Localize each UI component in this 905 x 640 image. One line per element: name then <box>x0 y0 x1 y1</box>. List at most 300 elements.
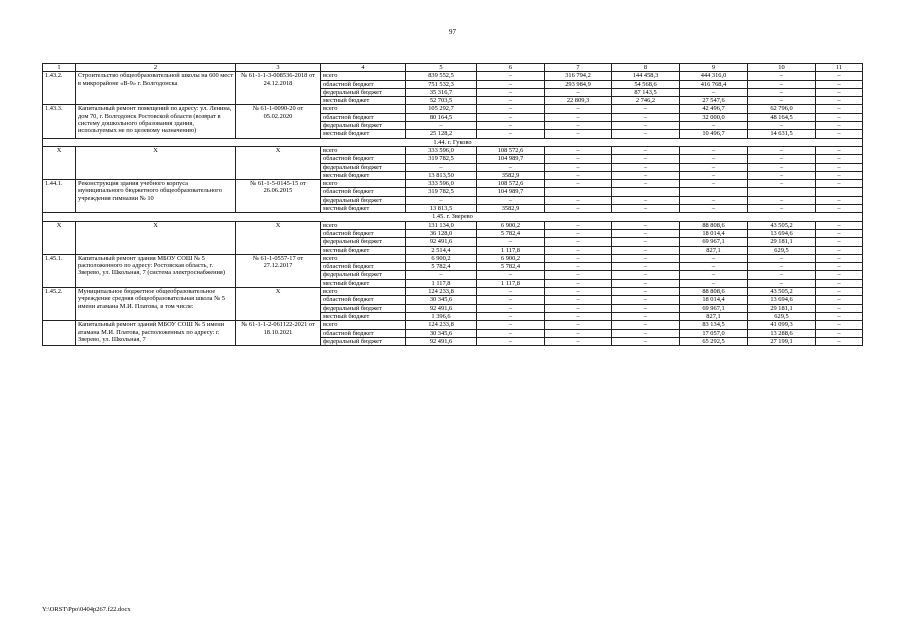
amount-cell: – <box>816 171 863 179</box>
amount-cell: – <box>816 279 863 287</box>
amount-cell: – <box>477 122 545 130</box>
amount-cell: – <box>477 288 545 296</box>
financing-table <box>42 63 863 346</box>
table-row <box>43 72 863 80</box>
amount-cell: – <box>612 205 680 213</box>
amount-cell: 87 143,5 <box>612 88 680 96</box>
amount-cell: – <box>477 72 545 80</box>
funding-source-cell: областной бюджет <box>321 155 406 163</box>
amount-cell: – <box>612 296 680 304</box>
amount-cell: – <box>545 229 612 237</box>
amount-cell: 5 782,4 <box>477 263 545 271</box>
amount-cell <box>680 188 748 196</box>
registration-cell: № 61-1-1-3-008536-2018 от 24.12.2018 <box>236 72 321 105</box>
column-number-cell: 8 <box>612 64 680 72</box>
amount-cell: – <box>816 72 863 80</box>
amount-cell: – <box>816 288 863 296</box>
amount-cell: 5 782,4 <box>477 229 545 237</box>
amount-cell: 1 396,6 <box>406 312 477 320</box>
amount-cell: 92 491,6 <box>406 304 477 312</box>
amount-cell: – <box>816 97 863 105</box>
column-number-cell: 1 <box>43 64 76 72</box>
object-name-cell: Реконструкция здания учебного корпуса муниципального бюджетного общеобразовательного учреждения гимназии № 10 <box>76 180 236 213</box>
amount-cell: – <box>612 288 680 296</box>
column-number-cell: 2 <box>76 64 236 72</box>
item-number-cell: 1.45.2. <box>43 288 76 321</box>
amount-cell: – <box>612 171 680 179</box>
amount-cell: – <box>816 296 863 304</box>
amount-cell: – <box>748 279 816 287</box>
amount-cell: – <box>612 321 680 329</box>
amount-cell: – <box>816 105 863 113</box>
amount-cell: 41 099,3 <box>748 321 816 329</box>
amount-cell: – <box>477 80 545 88</box>
amount-cell: 293 984,9 <box>545 80 612 88</box>
funding-source-cell: всего <box>321 105 406 113</box>
amount-cell: 629,5 <box>748 246 816 254</box>
amount-cell: – <box>816 130 863 138</box>
object-name-cell: Х <box>76 146 236 179</box>
funding-source-cell: федеральный бюджет <box>321 238 406 246</box>
amount-cell: 88 808,6 <box>680 288 748 296</box>
amount-cell: – <box>612 229 680 237</box>
section-row <box>43 138 863 146</box>
amount-cell: – <box>748 72 816 80</box>
amount-cell: – <box>816 180 863 188</box>
amount-cell: 48 164,5 <box>748 113 816 121</box>
funding-source-cell: областной бюджет <box>321 229 406 237</box>
amount-cell: – <box>477 329 545 337</box>
amount-cell: – <box>816 337 863 345</box>
amount-cell: – <box>748 171 816 179</box>
amount-cell: 32 000,0 <box>680 113 748 121</box>
table-row <box>43 288 863 296</box>
amount-cell: – <box>680 155 748 163</box>
amount-cell: – <box>406 271 477 279</box>
amount-cell: – <box>612 113 680 121</box>
amount-cell: 124 233,8 <box>406 321 477 329</box>
amount-cell: 35 316,7 <box>406 88 477 96</box>
amount-cell: – <box>545 246 612 254</box>
amount-cell: – <box>612 337 680 345</box>
amount-cell: 416 768,4 <box>680 80 748 88</box>
amount-cell: – <box>545 221 612 229</box>
funding-source-cell: местный бюджет <box>321 312 406 320</box>
amount-cell: 22 809,3 <box>545 97 612 105</box>
amount-cell: 69 967,1 <box>680 238 748 246</box>
funding-source-cell: всего <box>321 221 406 229</box>
amount-cell: – <box>748 97 816 105</box>
amount-cell: – <box>545 238 612 246</box>
table-body <box>43 64 863 346</box>
funding-source-cell: всего <box>321 321 406 329</box>
amount-cell: – <box>748 80 816 88</box>
registration-cell: № 61-1-0557-17 от 27.12.2017 <box>236 254 321 287</box>
amount-cell: 30 345,6 <box>406 296 477 304</box>
amount-cell: – <box>748 146 816 154</box>
amount-cell: 42 496,7 <box>680 105 748 113</box>
amount-cell: 10 496,7 <box>680 130 748 138</box>
amount-cell: – <box>406 122 477 130</box>
amount-cell: – <box>545 105 612 113</box>
amount-cell: 131 134,0 <box>406 221 477 229</box>
amount-cell: 629,5 <box>748 312 816 320</box>
funding-source-cell: всего <box>321 288 406 296</box>
amount-cell: – <box>612 146 680 154</box>
section-title: 1.45. г. Зверево <box>43 213 863 221</box>
amount-cell: – <box>612 180 680 188</box>
registration-cell: Х <box>236 146 321 179</box>
amount-cell: 108 572,6 <box>477 180 545 188</box>
funding-source-cell: всего <box>321 146 406 154</box>
amount-cell: 1 117,8 <box>477 279 545 287</box>
amount-cell: – <box>748 155 816 163</box>
amount-cell: 27 199,1 <box>748 337 816 345</box>
funding-source-cell: местный бюджет <box>321 246 406 254</box>
amount-cell: – <box>680 146 748 154</box>
item-number-cell: 1.45.1. <box>43 254 76 287</box>
item-number-cell <box>43 321 76 346</box>
funding-source-cell: федеральный бюджет <box>321 163 406 171</box>
amount-cell: – <box>406 163 477 171</box>
column-number-cell: 6 <box>477 64 545 72</box>
amount-cell: – <box>612 263 680 271</box>
amount-cell <box>748 188 816 196</box>
amount-cell: 43 505,2 <box>748 221 816 229</box>
funding-source-cell: областной бюджет <box>321 263 406 271</box>
amount-cell: 104 989,7 <box>477 155 545 163</box>
amount-cell <box>816 188 863 196</box>
amount-cell: – <box>748 263 816 271</box>
amount-cell: – <box>545 171 612 179</box>
amount-cell: – <box>680 263 748 271</box>
amount-cell: – <box>612 271 680 279</box>
amount-cell: – <box>680 279 748 287</box>
amount-cell: 751 532,3 <box>406 80 477 88</box>
amount-cell: – <box>816 246 863 254</box>
funding-source-cell: федеральный бюджет <box>321 88 406 96</box>
object-name-cell: Капитальный ремонт зданий МБОУ СОШ № 5 имени атамана М.И. Платова, расположенных по адресу: г. Зверево, ул. Школьная, 7 <box>76 321 236 346</box>
amount-cell: – <box>680 205 748 213</box>
column-number-cell: 11 <box>816 64 863 72</box>
table-row <box>43 221 863 229</box>
amount-cell: – <box>477 312 545 320</box>
amount-cell: – <box>612 304 680 312</box>
amount-cell: 104 989,7 <box>477 188 545 196</box>
funding-source-cell: федеральный бюджет <box>321 196 406 204</box>
amount-cell: 18 014,4 <box>680 229 748 237</box>
amount-cell: 13 813,50 <box>406 171 477 179</box>
amount-cell: – <box>545 304 612 312</box>
amount-cell: – <box>612 122 680 130</box>
amount-cell: – <box>545 196 612 204</box>
amount-cell: – <box>545 180 612 188</box>
item-number-cell: 1.43.3. <box>43 105 76 138</box>
item-number-cell: Х <box>43 221 76 254</box>
table-row <box>43 146 863 154</box>
item-number-cell: 1.43.2. <box>43 72 76 105</box>
amount-cell: – <box>545 254 612 262</box>
amount-cell: – <box>545 321 612 329</box>
amount-cell: 333 596,0 <box>406 180 477 188</box>
funding-source-cell: федеральный бюджет <box>321 304 406 312</box>
amount-cell: – <box>680 163 748 171</box>
table-row <box>43 321 863 329</box>
amount-cell: – <box>748 254 816 262</box>
amount-cell: – <box>612 329 680 337</box>
funding-source-cell: областной бюджет <box>321 188 406 196</box>
amount-cell: 3582,9 <box>477 171 545 179</box>
amount-cell: – <box>816 329 863 337</box>
amount-cell: – <box>477 163 545 171</box>
amount-cell: 839 552,5 <box>406 72 477 80</box>
amount-cell: – <box>612 279 680 287</box>
amount-cell: 6 900,2 <box>477 254 545 262</box>
section-title: 1.44. г. Гуково <box>43 138 863 146</box>
amount-cell: – <box>545 146 612 154</box>
amount-cell: – <box>680 254 748 262</box>
amount-cell: 6 900,2 <box>406 254 477 262</box>
amount-cell: – <box>816 155 863 163</box>
amount-cell: – <box>545 337 612 345</box>
amount-cell: 92 491,6 <box>406 337 477 345</box>
amount-cell: – <box>680 271 748 279</box>
amount-cell: – <box>816 113 863 121</box>
amount-cell: – <box>545 312 612 320</box>
amount-cell: – <box>816 254 863 262</box>
amount-cell: – <box>612 254 680 262</box>
amount-cell: 1 117,8 <box>406 279 477 287</box>
registration-cell: Х <box>236 221 321 254</box>
amount-cell: – <box>748 205 816 213</box>
amount-cell: 92 491,6 <box>406 238 477 246</box>
funding-source-cell: местный бюджет <box>321 130 406 138</box>
amount-cell: 36 128,0 <box>406 229 477 237</box>
object-name-cell: Строительство общеобразовательной школы на 600 мест в микрорайоне «В-9» г. Волгодонска <box>76 72 236 105</box>
amount-cell: 6 900,2 <box>477 221 545 229</box>
column-number-cell: 9 <box>680 64 748 72</box>
amount-cell: – <box>748 196 816 204</box>
amount-cell: – <box>612 155 680 163</box>
object-name-cell: Х <box>76 221 236 254</box>
amount-cell: 88 808,6 <box>680 221 748 229</box>
registration-cell: № 61-1-5-0145-15 от 26.06.2015 <box>236 180 321 213</box>
section-row <box>43 213 863 221</box>
amount-cell: – <box>477 271 545 279</box>
amount-cell: – <box>816 80 863 88</box>
amount-cell: 827,1 <box>680 246 748 254</box>
amount-cell: – <box>545 130 612 138</box>
amount-cell: – <box>680 196 748 204</box>
amount-cell: – <box>545 271 612 279</box>
amount-cell: – <box>477 337 545 345</box>
column-number-cell: 3 <box>236 64 321 72</box>
amount-cell <box>612 188 680 196</box>
object-name-cell: Капитальный ремонт помещений по адресу: ул. Ленина, дом 70, г. Волгодонск Ростовской области (возврат в систему дошкольного образования здания, используемых не по целевому назначению) <box>76 105 236 138</box>
amount-cell: – <box>680 180 748 188</box>
amount-cell: – <box>816 88 863 96</box>
amount-cell: 29 181,1 <box>748 304 816 312</box>
amount-cell: – <box>545 88 612 96</box>
object-name-cell: Капитальный ремонт здания МБОУ СОШ № 5 расположенного по адресу: Ростовская область, г. Зверево, ул. Школьная, 7 (система электроснабжения) <box>76 254 236 287</box>
amount-cell: 333 596,0 <box>406 146 477 154</box>
amount-cell: – <box>477 97 545 105</box>
amount-cell: – <box>545 113 612 121</box>
amount-cell: – <box>545 279 612 287</box>
amount-cell: – <box>477 113 545 121</box>
amount-cell: – <box>477 238 545 246</box>
amount-cell: 13 813,5 <box>406 205 477 213</box>
funding-source-cell: местный бюджет <box>321 205 406 213</box>
file-path-footer: Y:\ORST\Ppo\0404p267.f22.docx <box>42 606 131 613</box>
amount-cell: 30 345,6 <box>406 329 477 337</box>
funding-source-cell: местный бюджет <box>321 97 406 105</box>
amount-cell: – <box>816 304 863 312</box>
amount-cell: 13 288,6 <box>748 329 816 337</box>
amount-cell: – <box>816 238 863 246</box>
amount-cell: 2 514,4 <box>406 246 477 254</box>
amount-cell: – <box>816 221 863 229</box>
amount-cell: 54 568,6 <box>612 80 680 88</box>
amount-cell: – <box>748 122 816 130</box>
amount-cell: – <box>748 271 816 279</box>
amount-cell: – <box>748 163 816 171</box>
amount-cell: 29 181,1 <box>748 238 816 246</box>
amount-cell: – <box>545 296 612 304</box>
amount-cell: – <box>477 130 545 138</box>
funding-source-cell: федеральный бюджет <box>321 271 406 279</box>
amount-cell: – <box>545 288 612 296</box>
amount-cell: 17 057,0 <box>680 329 748 337</box>
amount-cell: – <box>680 88 748 96</box>
amount-cell: 43 505,2 <box>748 288 816 296</box>
page-number: 97 <box>449 28 456 36</box>
column-number-row <box>43 64 863 72</box>
object-name-cell: Муниципальное бюджетное общеобразовательное учреждение средняя общеобразовательная школа № 5 имени атамана М.И. Платова, в том числе: <box>76 288 236 321</box>
amount-cell: 80 164,5 <box>406 113 477 121</box>
item-number-cell: 1.44.1. <box>43 180 76 213</box>
amount-cell: 2 746,2 <box>612 97 680 105</box>
amount-cell: – <box>477 196 545 204</box>
amount-cell: – <box>477 304 545 312</box>
amount-cell: 1 117,8 <box>477 246 545 254</box>
amount-cell <box>545 188 612 196</box>
amount-cell: – <box>612 105 680 113</box>
amount-cell: – <box>477 321 545 329</box>
amount-cell: – <box>816 146 863 154</box>
amount-cell: 108 572,6 <box>477 146 545 154</box>
funding-source-cell: областной бюджет <box>321 113 406 121</box>
funding-source-cell: всего <box>321 72 406 80</box>
funding-source-cell: областной бюджет <box>321 329 406 337</box>
amount-cell: – <box>477 296 545 304</box>
funding-source-cell: областной бюджет <box>321 296 406 304</box>
amount-cell: – <box>545 155 612 163</box>
amount-cell: – <box>612 163 680 171</box>
column-number-cell: 10 <box>748 64 816 72</box>
amount-cell: – <box>612 196 680 204</box>
amount-cell: 65 292,5 <box>680 337 748 345</box>
amount-cell: – <box>816 263 863 271</box>
amount-cell: 25 128,2 <box>406 130 477 138</box>
amount-cell: 316 794,2 <box>545 72 612 80</box>
amount-cell: – <box>680 171 748 179</box>
amount-cell: – <box>612 130 680 138</box>
amount-cell: 62 796,0 <box>748 105 816 113</box>
amount-cell: 13 694,6 <box>748 229 816 237</box>
amount-cell: 5 782,4 <box>406 263 477 271</box>
column-number-cell: 7 <box>545 64 612 72</box>
amount-cell: – <box>816 321 863 329</box>
table-row <box>43 180 863 188</box>
registration-cell: Х <box>236 288 321 321</box>
column-number-cell: 5 <box>406 64 477 72</box>
funding-source-cell: местный бюджет <box>321 279 406 287</box>
amount-cell: 444 316,0 <box>680 72 748 80</box>
funding-source-cell: всего <box>321 254 406 262</box>
amount-cell: 144 458,3 <box>612 72 680 80</box>
amount-cell: 105 292,7 <box>406 105 477 113</box>
amount-cell: – <box>477 105 545 113</box>
amount-cell: – <box>612 238 680 246</box>
amount-cell: 52 703,5 <box>406 97 477 105</box>
amount-cell: – <box>545 263 612 271</box>
amount-cell: – <box>612 221 680 229</box>
amount-cell: – <box>406 196 477 204</box>
funding-source-cell: федеральный бюджет <box>321 337 406 345</box>
amount-cell: 69 967,1 <box>680 304 748 312</box>
amount-cell: – <box>816 312 863 320</box>
funding-source-cell: федеральный бюджет <box>321 122 406 130</box>
table-row <box>43 254 863 262</box>
amount-cell: 124 233,8 <box>406 288 477 296</box>
amount-cell: – <box>612 246 680 254</box>
amount-cell: – <box>816 122 863 130</box>
amount-cell: 3582,9 <box>477 205 545 213</box>
funding-source-cell: областной бюджет <box>321 80 406 88</box>
table-row <box>43 105 863 113</box>
amount-cell: – <box>748 88 816 96</box>
amount-cell: – <box>816 271 863 279</box>
amount-cell: – <box>748 180 816 188</box>
item-number-cell: Х <box>43 146 76 179</box>
amount-cell: 13 694,6 <box>748 296 816 304</box>
amount-cell: – <box>816 229 863 237</box>
amount-cell: – <box>816 196 863 204</box>
amount-cell: 14 631,5 <box>748 130 816 138</box>
amount-cell: – <box>816 163 863 171</box>
amount-cell: – <box>545 163 612 171</box>
registration-cell: № 61-1-0090-20 от 05.02.2020 <box>236 105 321 138</box>
registration-cell: № 61-1-1-2-061122-2021 от 18.10.2021 <box>236 321 321 346</box>
amount-cell: 27 547,6 <box>680 97 748 105</box>
amount-cell: – <box>545 205 612 213</box>
amount-cell: 319 782,5 <box>406 155 477 163</box>
amount-cell: 83 134,5 <box>680 321 748 329</box>
amount-cell: 319 782,5 <box>406 188 477 196</box>
funding-source-cell: местный бюджет <box>321 171 406 179</box>
amount-cell: – <box>680 122 748 130</box>
amount-cell: – <box>545 122 612 130</box>
amount-cell: – <box>477 88 545 96</box>
column-number-cell: 4 <box>321 64 406 72</box>
amount-cell: – <box>545 329 612 337</box>
funding-source-cell: всего <box>321 180 406 188</box>
amount-cell: – <box>612 312 680 320</box>
amount-cell: 18 014,4 <box>680 296 748 304</box>
amount-cell: 827,1 <box>680 312 748 320</box>
amount-cell: – <box>816 205 863 213</box>
